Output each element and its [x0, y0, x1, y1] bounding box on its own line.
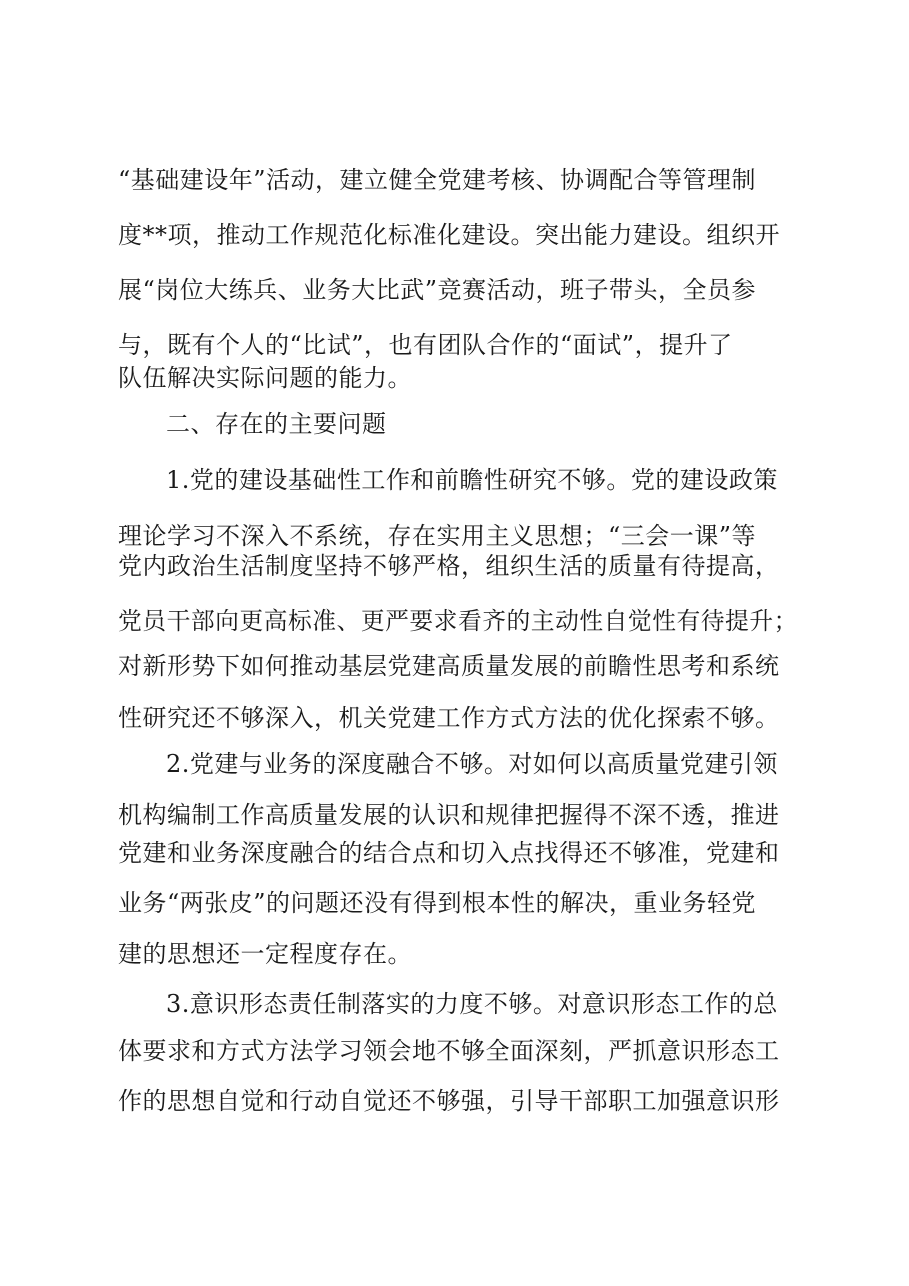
paragraph-line: 建的思想还一定程度存在。	[118, 940, 412, 968]
paragraph-line: “基础建设年”活动，建立健全党建考核、协调配合等管理制	[118, 166, 757, 194]
paragraph-line: 展“岗位大练兵、业务大比武”竞赛活动，班子带头，全员参	[118, 276, 757, 304]
paragraph-line: 党内政治生活制度坚持不够严格，组织生活的质量有待提高，	[118, 552, 780, 580]
paragraph-line: 3.意识形态责任制落实的力度不够。对意识形态工作的总	[166, 990, 778, 1018]
paragraph-line: 机构编制工作高质量发展的认识和规律把握得不深不透，推进	[118, 801, 780, 829]
paragraph-line: 理论学习不深入不系统，存在实用主义思想；“三会一课”等	[118, 522, 757, 550]
paragraph-line: 性研究还不够深入，机关党建工作方式方法的优化探索不够。	[118, 704, 780, 732]
section-heading: 二、存在的主要问题	[166, 410, 387, 438]
paragraph-line: 度**项，推动工作规范化标准化建设。突出能力建设。组织开	[118, 221, 780, 249]
paragraph-line: 对新形势下如何推动基层党建高质量发展的前瞻性思考和系统	[118, 652, 780, 680]
paragraph-line: 党建和业务深度融合的结合点和切入点找得还不够准，党建和	[118, 839, 780, 867]
paragraph-line: 业务“两张皮”的问题还没有得到根本性的解决，重业务轻党	[118, 889, 757, 917]
paragraph-line: 党员干部向更高标准、更严要求看齐的主动性自觉性有待提升；	[118, 607, 798, 635]
paragraph-line: 队伍解决实际问题的能力。	[118, 364, 412, 392]
paragraph-line: 与，既有个人的“比试”，也有团队合作的“面试”，提升了	[118, 331, 733, 359]
paragraph-line: 1.党的建设基础性工作和前瞻性研究不够。党的建设政策	[166, 466, 778, 494]
paragraph-line: 体要求和方式方法学习领会地不够全面深刻，严抓意识形态工	[118, 1037, 780, 1065]
paragraph-line: 作的思想自觉和行动自觉还不够强，引导干部职工加强意识形	[118, 1087, 780, 1115]
paragraph-line: 2.党建与业务的深度融合不够。对如何以高质量党建引领	[166, 750, 778, 778]
